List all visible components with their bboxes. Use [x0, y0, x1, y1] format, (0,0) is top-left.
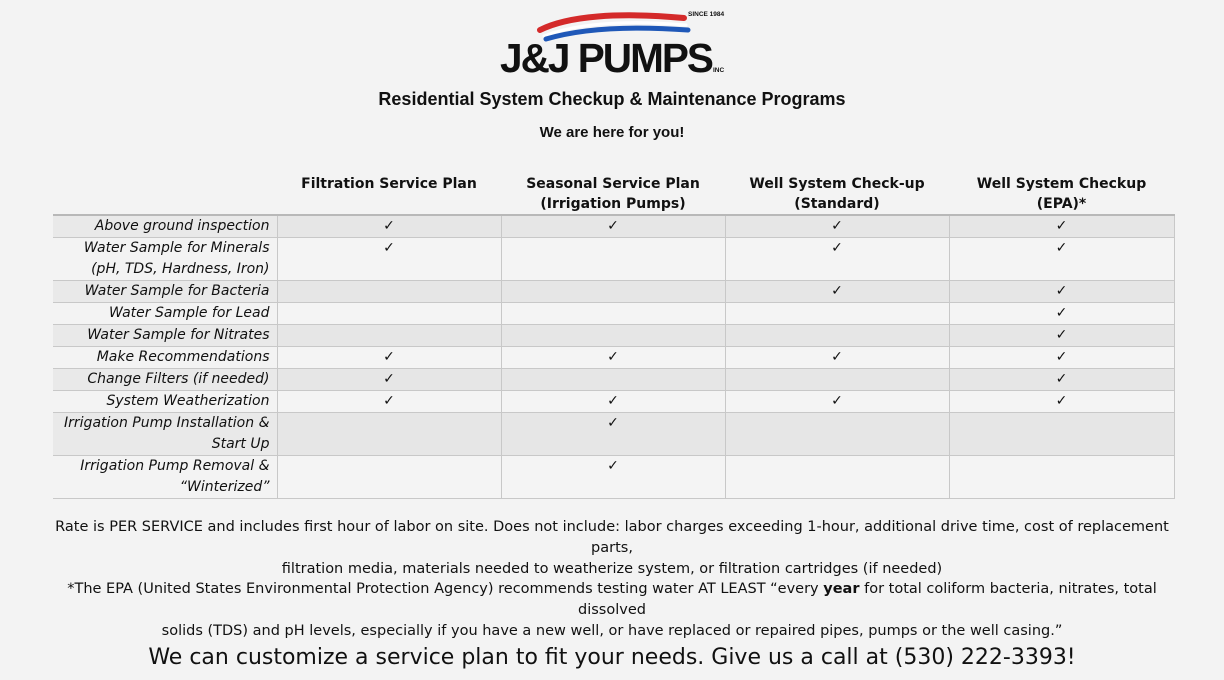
plan-cell: [949, 325, 1174, 347]
checkmark-icon: ✓: [607, 218, 619, 234]
plan-cell: [949, 391, 1174, 413]
checkmark-icon: ✓: [383, 218, 395, 234]
epa-note-line: solids (TDS) and pH levels, especially if you have a new well, or have replaced or repaired pipes, pumps or the well casing.”: [161, 623, 1063, 639]
plan-cell: [725, 369, 949, 391]
table-row: [53, 215, 1174, 238]
table-row: [53, 281, 1174, 303]
logo-since-text: SINCE 1984: [688, 11, 725, 18]
plan-cell: [725, 391, 949, 413]
plan-cell: [501, 413, 725, 456]
row-label-line: System Weatherization: [106, 393, 270, 409]
row-label-line: “Winterized”: [179, 479, 270, 495]
checkmark-icon: ✓: [831, 218, 843, 234]
column-header-line: Seasonal Service Plan: [526, 176, 700, 192]
rate-note-line: Rate is PER SERVICE and includes first hour of labor on site. Does not include: labor charges exceeding 1-hour, additional drive time, cost of replacement parts,: [55, 519, 1169, 556]
plan-cell: [501, 281, 725, 303]
column-header-line: (Irrigation Pumps): [540, 196, 686, 212]
column-header-line: (Standard): [794, 196, 880, 212]
plan-cell: [277, 391, 501, 413]
row-label: [53, 391, 277, 413]
row-label: [53, 413, 277, 456]
plan-cell: [501, 369, 725, 391]
row-label: [53, 281, 277, 303]
epa-note-line: [40, 579, 1184, 621]
row-label-line: Irrigation Pump Removal &: [80, 458, 270, 474]
plan-cell: [501, 325, 725, 347]
rate-note: [40, 517, 1184, 580]
epa-note-bold: year: [823, 581, 860, 597]
checkmark-icon: ✓: [383, 393, 395, 409]
column-header-line: Well System Check-up: [749, 176, 925, 192]
plan-cell: [949, 369, 1174, 391]
checkmark-icon: ✓: [1055, 327, 1068, 343]
row-label-line: Change Filters (if needed): [87, 371, 270, 387]
logo-name-text: J&J PUMPS: [500, 35, 713, 78]
plan-cell: [277, 303, 501, 325]
checkmark-icon: ✓: [1055, 371, 1068, 387]
checkmark-icon: ✓: [831, 393, 843, 409]
checkmark-icon: ✓: [1055, 240, 1068, 256]
plan-cell: [725, 281, 949, 303]
plan-cell: [949, 413, 1174, 456]
column-header-well-epa: [949, 168, 1174, 215]
checkmark-icon: ✓: [831, 283, 843, 299]
plan-cell: [949, 303, 1174, 325]
column-header-well-standard: [725, 168, 949, 215]
plan-cell: [277, 281, 501, 303]
row-label-line: Make Recommendations: [96, 349, 270, 365]
checkmark-icon: ✓: [1055, 393, 1068, 409]
checkmark-icon: ✓: [831, 349, 843, 365]
row-label: [53, 325, 277, 347]
checkmark-icon: ✓: [383, 240, 395, 256]
tagline: We are here for you!: [539, 124, 685, 141]
plan-cell: [277, 215, 501, 238]
epa-note-text: *The EPA (United States Environmental Protection Agency) recommends testing water AT LEAST “every: [67, 581, 824, 597]
plan-cell: [277, 347, 501, 369]
plan-cell: [949, 215, 1174, 238]
epa-note-text: for total coliform bacteria, nitrates, total dissolved: [578, 581, 1157, 618]
company-logo: [498, 8, 730, 78]
plan-cell: [725, 347, 949, 369]
row-label: [53, 215, 277, 238]
table-row: [53, 325, 1174, 347]
plan-cell: [501, 347, 725, 369]
plan-cell: [949, 347, 1174, 369]
column-header-line: Well System Checkup (EPA)*: [976, 176, 1147, 212]
table-row: [53, 369, 1174, 391]
checkmark-icon: ✓: [383, 349, 395, 365]
table-header: [53, 168, 1174, 215]
row-label-line: Above ground inspection: [94, 218, 270, 234]
plan-cell: [277, 238, 501, 281]
checkmark-icon: ✓: [607, 458, 619, 474]
checkmark-icon: ✓: [1055, 305, 1068, 321]
header-empty-cell: [53, 168, 277, 215]
column-header-seasonal: [501, 168, 725, 215]
table-row: [53, 238, 1174, 281]
logo-inc-text: INC: [713, 67, 725, 74]
checkmark-icon: ✓: [1055, 283, 1068, 299]
row-label-line: Start Up: [211, 436, 270, 452]
table-row: [53, 391, 1174, 413]
row-label: [53, 303, 277, 325]
row-label: [53, 369, 277, 391]
plan-cell: [501, 238, 725, 281]
row-label-line: (pH, TDS, Hardness, Iron): [91, 261, 270, 277]
plan-cell: [277, 413, 501, 456]
row-label: [53, 347, 277, 369]
rate-note-line: filtration media, materials needed to weatherize system, or filtration cartridges (if needed): [281, 561, 943, 577]
table-body: [53, 215, 1174, 499]
company-logo-graphic: [498, 8, 730, 78]
plan-cell: [725, 303, 949, 325]
table-row: [53, 347, 1174, 369]
table-row: [53, 303, 1174, 325]
checkmark-icon: ✓: [607, 415, 619, 431]
checkmark-icon: ✓: [1055, 349, 1068, 365]
row-label-line: Water Sample for Bacteria: [84, 283, 270, 299]
checkmark-icon: ✓: [607, 349, 619, 365]
plan-cell: [501, 215, 725, 238]
plan-cell: [725, 238, 949, 281]
plan-cell: [725, 215, 949, 238]
plan-cell: [277, 456, 501, 499]
column-header-filtration: [277, 168, 501, 215]
plan-cell: [725, 456, 949, 499]
epa-note: [40, 579, 1184, 642]
checkmark-icon: ✓: [607, 393, 619, 409]
plan-cell: [949, 281, 1174, 303]
plan-cell: [277, 325, 501, 347]
row-label-line: Water Sample for Lead: [109, 305, 270, 321]
row-label: [53, 238, 277, 281]
plan-cell: [501, 391, 725, 413]
service-plans-table: [53, 168, 1175, 499]
plan-cell: [277, 369, 501, 391]
checkmark-icon: ✓: [383, 371, 395, 387]
table-row: [53, 413, 1174, 456]
row-label-line: Water Sample for Minerals: [83, 240, 270, 256]
call-to-action: We can customize a service plan to fit your needs. Give us a call at (530) 222-3393!: [148, 645, 1076, 670]
checkmark-icon: ✓: [831, 240, 843, 256]
plan-cell: [501, 303, 725, 325]
row-label: [53, 456, 277, 499]
table-row: [53, 456, 1174, 499]
plan-cell: [501, 456, 725, 499]
page-title: Residential System Checkup & Maintenance Programs: [378, 89, 846, 109]
plan-cell: [949, 238, 1174, 281]
plan-cell: [949, 456, 1174, 499]
column-header-line: Filtration Service Plan: [301, 176, 477, 192]
checkmark-icon: ✓: [1055, 218, 1068, 234]
row-label-line: Water Sample for Nitrates: [87, 327, 270, 343]
row-label-line: Irrigation Pump Installation &: [64, 415, 270, 431]
plan-cell: [725, 413, 949, 456]
plan-cell: [725, 325, 949, 347]
